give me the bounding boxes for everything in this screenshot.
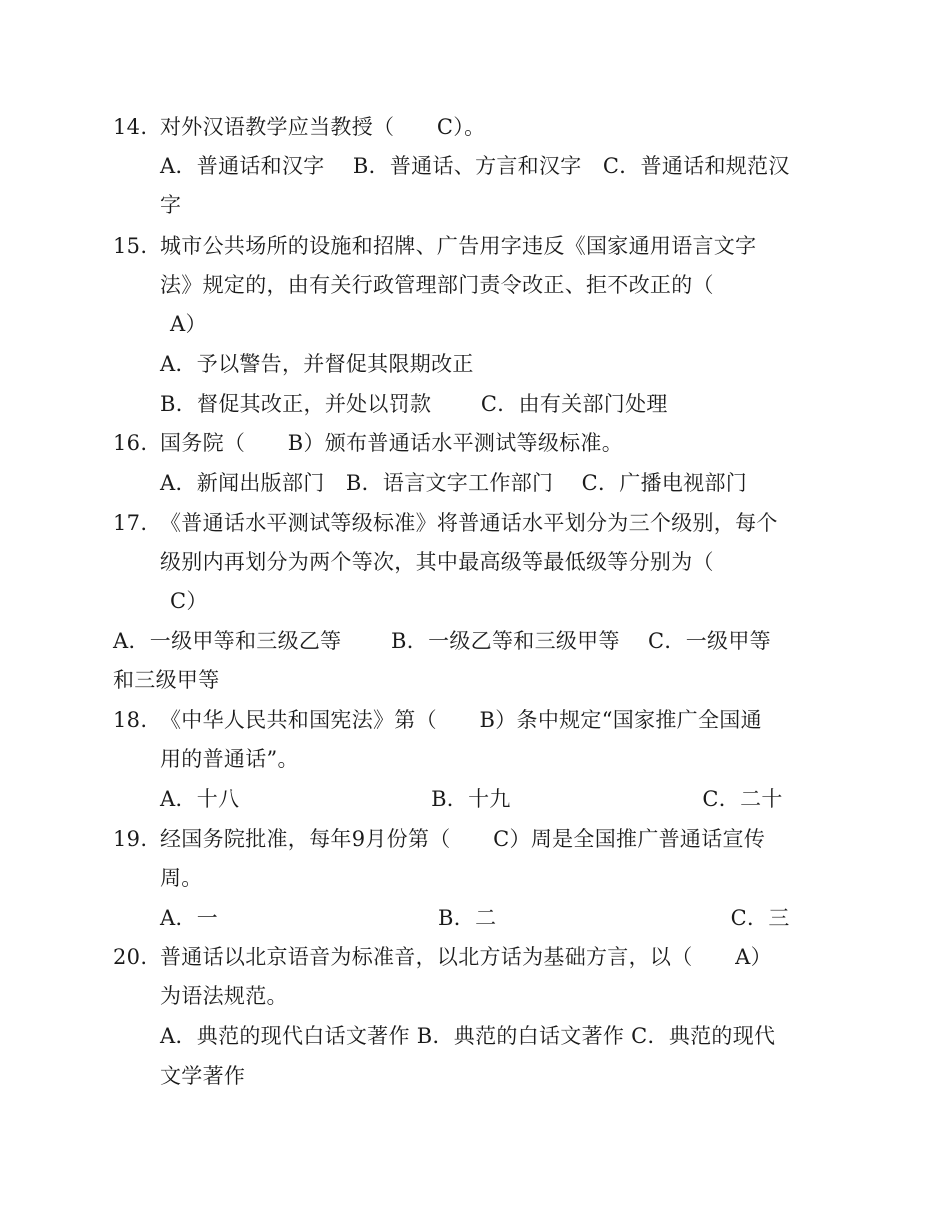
question-number: 15. bbox=[113, 234, 148, 258]
question-stem: 城市公共场所的设施和招牌、广告用字违反《国家通用语言文字 bbox=[160, 234, 757, 258]
question-stem-continued: 级别内再划分为两个等次，其中最高级等最低级等分别为（ bbox=[160, 550, 714, 574]
question-stem-continued: 用的普通话”。 bbox=[160, 747, 299, 771]
question-number: 18. bbox=[113, 708, 148, 732]
question-number: 20. bbox=[113, 945, 148, 969]
question-options: B．督促其改正，并处以罚款 C．由有关部门处理 bbox=[160, 392, 668, 416]
question-stem: 《中华人民共和国宪法》第（ B）条中规定“国家推广全国通 bbox=[160, 708, 762, 732]
question-answer: A） bbox=[170, 312, 207, 336]
question-number: 17. bbox=[113, 511, 148, 535]
question-options: A．一 B．二 C．三 bbox=[160, 906, 790, 930]
question-options: A．十八 B．十九 C．二十 bbox=[160, 787, 783, 811]
question-number: 19. bbox=[113, 827, 148, 851]
question-options: A．普通话和汉字 B．普通话、方言和汉字 C．普通话和规范汉 bbox=[160, 154, 790, 178]
question-stem: 《普通话水平测试等级标准》将普通话水平划分为三个级别，每个 bbox=[160, 511, 778, 535]
question-options: A．典范的现代白话文著作 B．典范的白话文著作 C．典范的现代 bbox=[160, 1024, 776, 1048]
question-stem: 国务院（ B）颁布普通话水平测试等级标准。 bbox=[160, 431, 624, 455]
question-number: 14. bbox=[113, 115, 148, 139]
question-options-continued: 字 bbox=[160, 193, 182, 217]
question-option-a: A．予以警告，并督促其限期改正 bbox=[160, 352, 474, 376]
question-options: A．一级甲等和三级乙等 B．一级乙等和三级甲等 C．一级甲等 bbox=[113, 629, 771, 653]
question-stem-continued: 为语法规范。 bbox=[160, 984, 288, 1008]
question-options-continued: 文学著作 bbox=[160, 1064, 246, 1088]
question-number: 16. bbox=[113, 431, 148, 455]
question-options: A．新闻出版部门 B．语言文字工作部门 C．广播电视部门 bbox=[160, 471, 748, 495]
question-stem-continued: 周。 bbox=[160, 866, 203, 890]
question-answer: C） bbox=[170, 589, 208, 613]
question-options-continued: 和三级甲等 bbox=[113, 668, 220, 692]
question-stem-continued: 法》规定的，由有关行政管理部门责令改正、拒不改正的（ bbox=[160, 273, 714, 297]
question-stem: 普通话以北京语音为标准音，以北方话为基础方言，以（ A） bbox=[160, 945, 772, 969]
question-stem: 经国务院批准，每年9月份第（ C）周是全国推广普通话宣传 bbox=[160, 827, 766, 851]
question-stem: 对外汉语教学应当教授（ C）。 bbox=[160, 115, 486, 139]
